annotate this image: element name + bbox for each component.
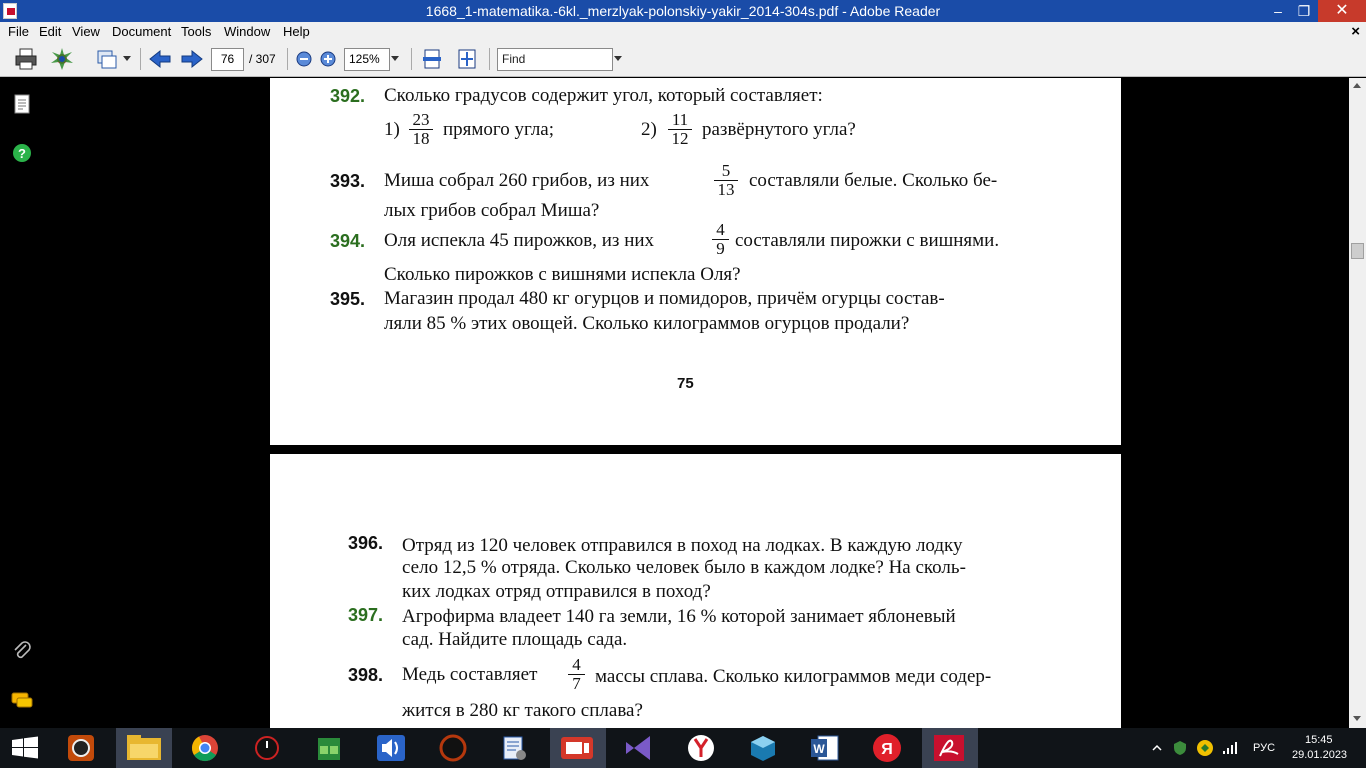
- problem-number: 396.: [348, 533, 384, 553]
- collaborate-icon[interactable]: [50, 48, 74, 70]
- find-dropdown-icon[interactable]: [614, 56, 622, 61]
- previous-page-icon[interactable]: [148, 48, 172, 70]
- toolbar-separator: [489, 48, 490, 70]
- problem-text: 2): [641, 119, 657, 140]
- menu-file[interactable]: File: [8, 24, 29, 39]
- menu-document[interactable]: Document: [112, 24, 172, 39]
- page-number-input[interactable]: 76: [211, 48, 244, 71]
- problem-text: 1): [384, 119, 400, 140]
- network-icon[interactable]: [1222, 741, 1238, 755]
- tray-expand-icon[interactable]: [1150, 741, 1164, 755]
- problem-number: 392.: [330, 86, 366, 106]
- file-explorer-icon[interactable]: [116, 728, 172, 768]
- navigation-pane: [0, 78, 44, 728]
- language-indicator[interactable]: РУС: [1253, 742, 1276, 754]
- taskbar: [0, 728, 1366, 768]
- problem-text: ляли 85 % этих овощей. Сколько килограммов огурцов продали?: [384, 313, 910, 334]
- zoom-level-field[interactable]: 125%: [344, 48, 390, 71]
- menu-edit[interactable]: Edit: [39, 24, 62, 39]
- device-manager-icon[interactable]: [488, 728, 544, 768]
- help-icon[interactable]: [10, 141, 34, 165]
- vertical-scrollbar[interactable]: [1349, 78, 1366, 728]
- svg-text:?: ?: [18, 146, 26, 161]
- clock-time[interactable]: 15:45: [1305, 734, 1333, 746]
- scroll-up-icon[interactable]: [1353, 83, 1361, 88]
- title-bar: [0, 0, 1366, 22]
- problem-text: сад. Найдите площадь сада.: [402, 629, 628, 650]
- problem-number: 394.: [330, 231, 366, 251]
- problem-text: составляли пирожки с вишнями.: [735, 230, 1000, 251]
- find-input[interactable]: Find: [497, 48, 613, 71]
- minimize-button[interactable]: ‒: [1274, 3, 1282, 19]
- problem-text: Оля испекла 45 пирожков, из них: [384, 230, 655, 251]
- svg-text:Я: Я: [881, 741, 893, 758]
- problem-text: жится в 280 кг такого сплава?: [402, 700, 643, 721]
- problem-text: ких лодках отряд отправился в поход?: [402, 581, 711, 602]
- problem-text: Магазин продал 480 кг огурцов и помидоров, причём огурцы состав-: [384, 288, 945, 309]
- fit-page-icon[interactable]: [455, 48, 479, 70]
- problem-text: составляли белые. Сколько бе-: [749, 170, 998, 191]
- fraction-numerator: 11: [668, 111, 692, 130]
- problem-text: Отряд из 120 человек отправился в поход на лодках. В каждую лодку: [402, 535, 963, 556]
- problem-text: лых грибов собрал Миша?: [384, 200, 600, 221]
- problem-number: 398.: [348, 665, 384, 685]
- toolbar-separator: [411, 48, 412, 70]
- problem-text: развёрнутого угла?: [702, 119, 856, 140]
- scroll-down-icon[interactable]: [1353, 716, 1361, 721]
- attachments-icon[interactable]: [10, 639, 34, 663]
- toolbar-separator: [287, 48, 288, 70]
- power-app-icon[interactable]: [240, 728, 296, 768]
- antivirus-tray-icon[interactable]: [1172, 740, 1188, 756]
- problem-text: село 12,5 % отряда. Сколько человек было в каждом лодке? На сколь-: [402, 557, 966, 578]
- problem-text: Сколько градусов содержит угол, который составляет:: [384, 85, 823, 106]
- fraction-denominator: 13: [717, 180, 735, 199]
- maximize-button[interactable]: ❐: [1297, 3, 1311, 19]
- menu-tools[interactable]: Tools: [181, 24, 212, 39]
- fraction-denominator: 7: [572, 674, 581, 693]
- scroll-thumb[interactable]: [1351, 243, 1364, 259]
- fraction: [568, 656, 585, 693]
- toolbar: [0, 42, 1366, 77]
- pdf-page-76: [270, 454, 1121, 728]
- problem-number: 397.: [348, 605, 384, 625]
- window-title: 1668_1-matematika.-6kl._merzlyak-polonskiy-yakir_2014-304s.pdf - Adobe Reader: [425, 3, 941, 19]
- pages-panel-icon[interactable]: [10, 92, 34, 116]
- yandex-browser-icon[interactable]: [674, 728, 730, 768]
- problem-number: 395.: [330, 289, 366, 309]
- pdf-page-75: [270, 78, 1121, 445]
- problem-text: Агрофирма владеет 140 га земли, 16 % которой занимает яблоневый: [402, 606, 956, 627]
- problem-text: Медь составляет: [402, 664, 538, 685]
- update-tray-icon[interactable]: [1196, 739, 1214, 757]
- fraction-numerator: 23: [409, 111, 433, 130]
- problem-text: Миша собрал 260 грибов, из них: [384, 170, 650, 191]
- problem-text: Сколько пирожков с вишнями испекла Оля?: [384, 264, 741, 285]
- next-page-icon[interactable]: [180, 48, 204, 70]
- close-window-button[interactable]: ✕: [1318, 0, 1366, 22]
- zoom-out-icon[interactable]: [292, 48, 316, 70]
- print-icon[interactable]: [14, 48, 38, 70]
- fraction-numerator: 4: [568, 656, 585, 675]
- ms-word-icon[interactable]: [798, 728, 854, 768]
- zoom-in-icon[interactable]: [316, 48, 340, 70]
- store-icon[interactable]: [302, 728, 358, 768]
- windows-start-icon[interactable]: [0, 728, 56, 768]
- zoom-dropdown-icon[interactable]: [391, 56, 399, 61]
- fraction-numerator: 5: [714, 162, 738, 181]
- cube-app-icon[interactable]: [736, 728, 792, 768]
- svg-text:W: W: [813, 742, 825, 756]
- fraction: [668, 111, 692, 148]
- fraction-denominator: 12: [671, 129, 689, 148]
- menu-bar: [0, 22, 1366, 42]
- menu-view[interactable]: View: [72, 24, 100, 39]
- fraction: [409, 111, 433, 148]
- fraction-denominator: 9: [716, 239, 725, 258]
- webcam-app-icon[interactable]: [54, 728, 110, 768]
- chrome-icon[interactable]: [178, 728, 234, 768]
- problem-text: прямого угла;: [443, 119, 555, 140]
- visual-studio-icon[interactable]: [612, 728, 668, 768]
- page-number: 75: [677, 375, 694, 392]
- close-document-button[interactable]: ×: [1351, 23, 1360, 40]
- volume-app-icon[interactable]: [364, 728, 420, 768]
- circle-app-icon[interactable]: [426, 728, 482, 768]
- share-icon[interactable]: [95, 48, 119, 70]
- adobe-reader-taskbar-icon[interactable]: [922, 728, 978, 768]
- video-app-icon[interactable]: [550, 728, 606, 768]
- fraction-numerator: 4: [712, 221, 729, 240]
- share-dropdown-icon[interactable]: [123, 56, 131, 61]
- problem-text: массы сплава. Сколько килограммов меди содер-: [595, 666, 992, 687]
- menu-help[interactable]: Help: [283, 24, 310, 39]
- clock-date[interactable]: 29.01.2023: [1292, 749, 1348, 761]
- fraction: [712, 221, 729, 258]
- menu-window[interactable]: Window: [224, 24, 271, 39]
- fit-width-icon[interactable]: [420, 48, 444, 70]
- problem-number: 393.: [330, 171, 366, 191]
- fraction: [714, 162, 738, 199]
- yandex-icon[interactable]: [860, 728, 916, 768]
- fraction-denominator: 18: [412, 129, 430, 148]
- page-total: / 307: [249, 52, 276, 66]
- toolbar-separator: [140, 48, 141, 70]
- comments-icon[interactable]: [10, 689, 34, 713]
